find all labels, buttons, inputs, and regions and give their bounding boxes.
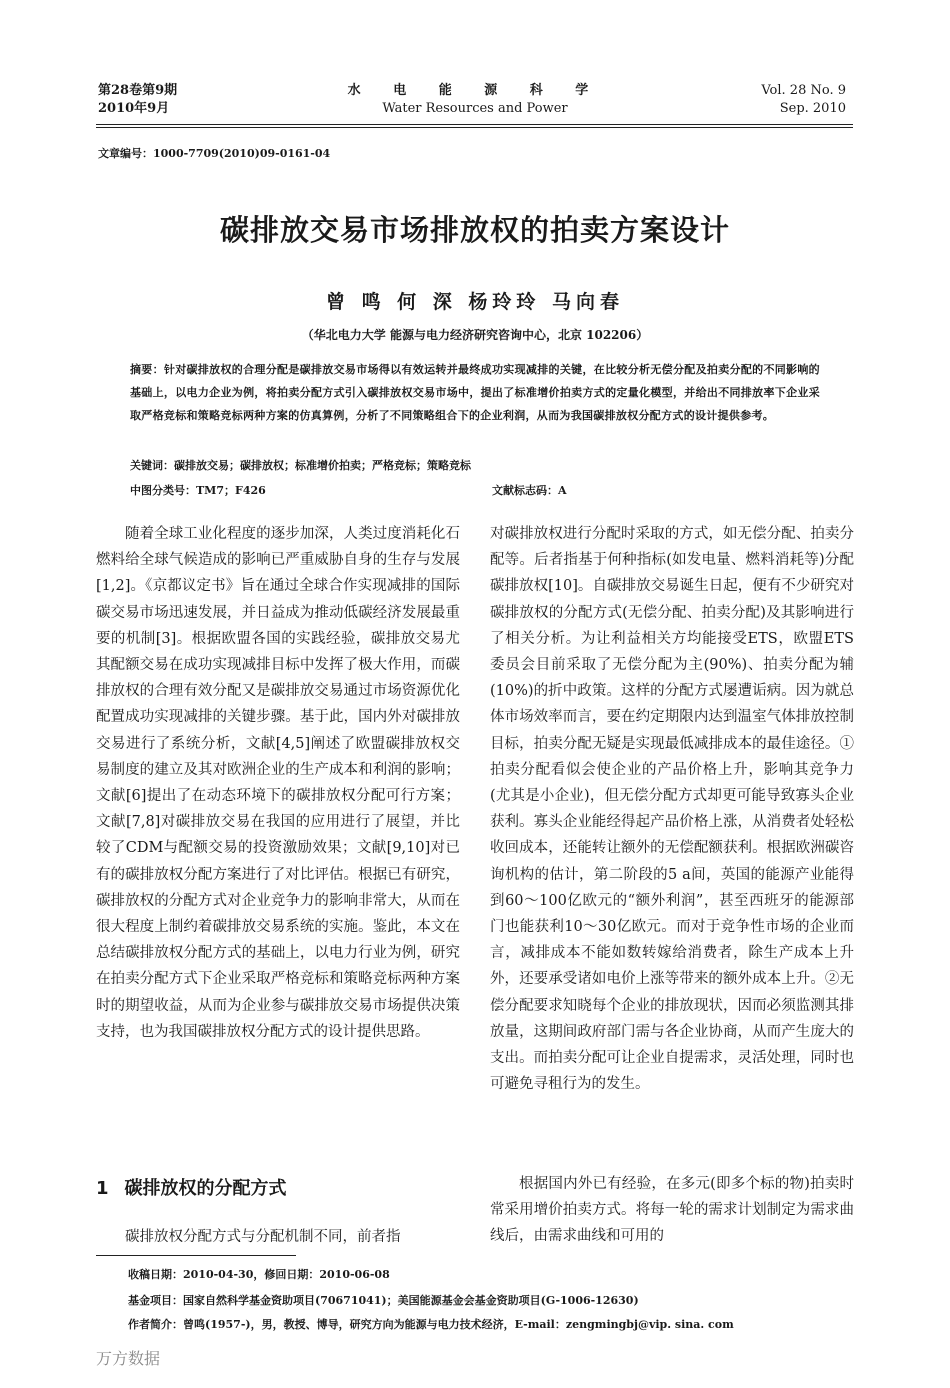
- journal-name-cn: 水 电 能 源 科 学: [347, 83, 603, 98]
- header-rule-double: [96, 127, 853, 128]
- footnote-received: 收稿日期：2010-04-30，修回日期：2010-06-08: [128, 1268, 390, 1281]
- right-column-tail: [490, 1171, 854, 1250]
- footnote-author-bio: 作者简介：曾鸣(1957-)，男，教授、博导，研究方向为能源与电力技术经济，E-mail：zengmingbj@vip. sina. com: [128, 1318, 734, 1331]
- footnote-fund: 基金项目：国家自然科学基金资助项目(70671041)；美国能源基金会基金资助项目(G-1006-12630): [128, 1294, 639, 1307]
- intro-paragraph: 随着全球工业化程度的逐步加深，人类过度消耗化石燃料给全球气候造成的影响已严重威胁自身的生存与发展[1,2]。《京都议定书》旨在通过全球合作实现减排的国际碳交易市场迅速发展，并日益成为推动低碳经济发展最重要的机制[3]。根据欧盟各国的实践经验，碳排放交易尤其配额交易在成功实现减排目标中发挥了极大作用，而碳排放权的合理有效分配又是碳排放交易通过市场资源优化配置成功实现减排的关键步骤。基于此，国内外对碳排放交易进行了系统分析，文献[4,5]阐述了欧盟碳排放权交易制度的建立及其对欧洲企业的生产成本和利润的影响；文献[6]提出了在动态环境下的碳排放权分配可行方案；文献[7,8]对碳排放交易在我国的应用进行了展望，并比较了CDM与配额交易的投资激励效果；文献[9,10]对已有的碳排放权分配方案进行了对比评估。根据已有研究，碳排放权的分配方式对企业竞争力的影响非常大，从而在很大程度上制约着碳排放交易系统的实施。鉴此，本文在总结碳排放权分配方式的基础上，以电力行业为例，研究在拍卖分配方式下企业采取严格竞标和策略竞标两种方案时的期望收益，从而为企业参与碳排放交易市场提供决策支持，也为我国碳排放权分配方式的设计提供思路。: [96, 526, 460, 1040]
- section-first-line: 碳排放权分配方式与分配机制不同，前者指: [125, 1229, 401, 1245]
- journal-name-en: Water Resources and Power: [382, 101, 568, 116]
- issue-info-en: [761, 82, 846, 118]
- classification-number: 中图分类号：TM7；F426: [130, 484, 266, 497]
- abstract: [130, 358, 820, 427]
- watermark: 万方数据: [96, 1349, 161, 1368]
- right-paragraph-1: 对碳排放权进行分配时采取的方式，如无偿分配、拍卖分配等。后者指基于何种指标(如发电量、燃料消耗等)分配碳排放权[10]。自碳排放交易诞生日起，便有不少研究对碳排放权的分配方式(无偿分配、拍卖分配)及其影响进行了相关分析。为让利益相关方均能接受ETS，欧盟ETS委员会目前采取了无偿分配为主(90%)、拍卖分配为辅(10%)的折中政策。这样的分配方式屡遭诟病。因为就总体市场效率而言，要在约定期限内达到温室气体排放控制目标，拍卖分配无疑是实现最低减排成本的最佳途径。①拍卖分配看似会使企业的产品价格上升，影响其竞争力(尤其是小企业)，但无偿分配方式却更可能导致寡头企业获利。寡头企业能经得起产品价格上涨，从消费者处轻松收回成本，还能转让额外的无偿配额获利。根据欧洲碳咨询机构的估计，第二阶段的5 a间，英国的能源产业能得到60～100亿欧元的“额外利润”，甚至西班牙的能源部门也能获利10～30亿欧元。而对于竞争性市场的企业而言，减排成本不能如数转嫁给消费者，除生产成本上升外，还要承受诸如电价上涨等带来的额外成本上升。②无偿分配要求知晓每个企业的排放现状，因而必须监测其排放量，这期间政府部门需与各企业协商，从而产生庞大的支出。而拍卖分配可让企业自提需求，灵活处理，同时也可避免寻租行为的发生。: [490, 526, 854, 1093]
- right-column: [490, 521, 854, 1097]
- abstract-text: 针对碳排放权的合理分配是碳排放交易市场得以有效运转并最终成功实现减排的关键，在比较分析无偿分配及拍卖分配的不同影响的基础上，以电力企业为例，将拍卖分配方式引入碳排放权交易市场中，提出了标准增价拍卖方式的定量化模型，并给出不同排放率下企业采取严格竞标和策略竞标两种方案的仿真算例，分析了不同策略组合下的企业利润，从而为我国碳排放权分配方式的设计提供参考。: [130, 363, 820, 422]
- abstract-label: 摘要：: [130, 363, 164, 376]
- section-number: 1: [96, 1178, 109, 1199]
- section-heading: [96, 1174, 287, 1200]
- left-column: [96, 521, 460, 1045]
- affiliation: （华北电力大学 能源与电力经济研究咨询中心，北京 102206）: [301, 328, 649, 342]
- date-cn: 2010年9月: [98, 101, 170, 116]
- right-paragraph-2: 根据国内外已有经验，在多元(即多个标的物)拍卖时常采用增价拍卖方式。将每一轮的需求计划制定为需求曲线后，由需求曲线和可用的: [490, 1176, 854, 1245]
- paper-title: 碳排放交易市场排放权的拍卖方案设计: [219, 213, 730, 247]
- footnote-rule: [96, 1255, 296, 1256]
- date-en: Sep. 2010: [779, 101, 846, 116]
- document-code: 文献标志码：A: [492, 484, 567, 497]
- keywords: 关键词：碳排放交易；碳排放权；标准增价拍卖；严格竞标；策略竞标: [130, 459, 471, 472]
- volume-cn: 第28卷第9期: [98, 83, 178, 98]
- header-rule: [96, 124, 853, 125]
- volume-en: Vol. 28 No. 9: [761, 83, 846, 98]
- article-number: 文章编号：1000-7709(2010)09-0161-04: [98, 147, 331, 160]
- author-list: 曾 鸣 何 深 杨玲玲 马向春: [325, 291, 625, 313]
- section-title: 碳排放权的分配方式: [124, 1178, 287, 1199]
